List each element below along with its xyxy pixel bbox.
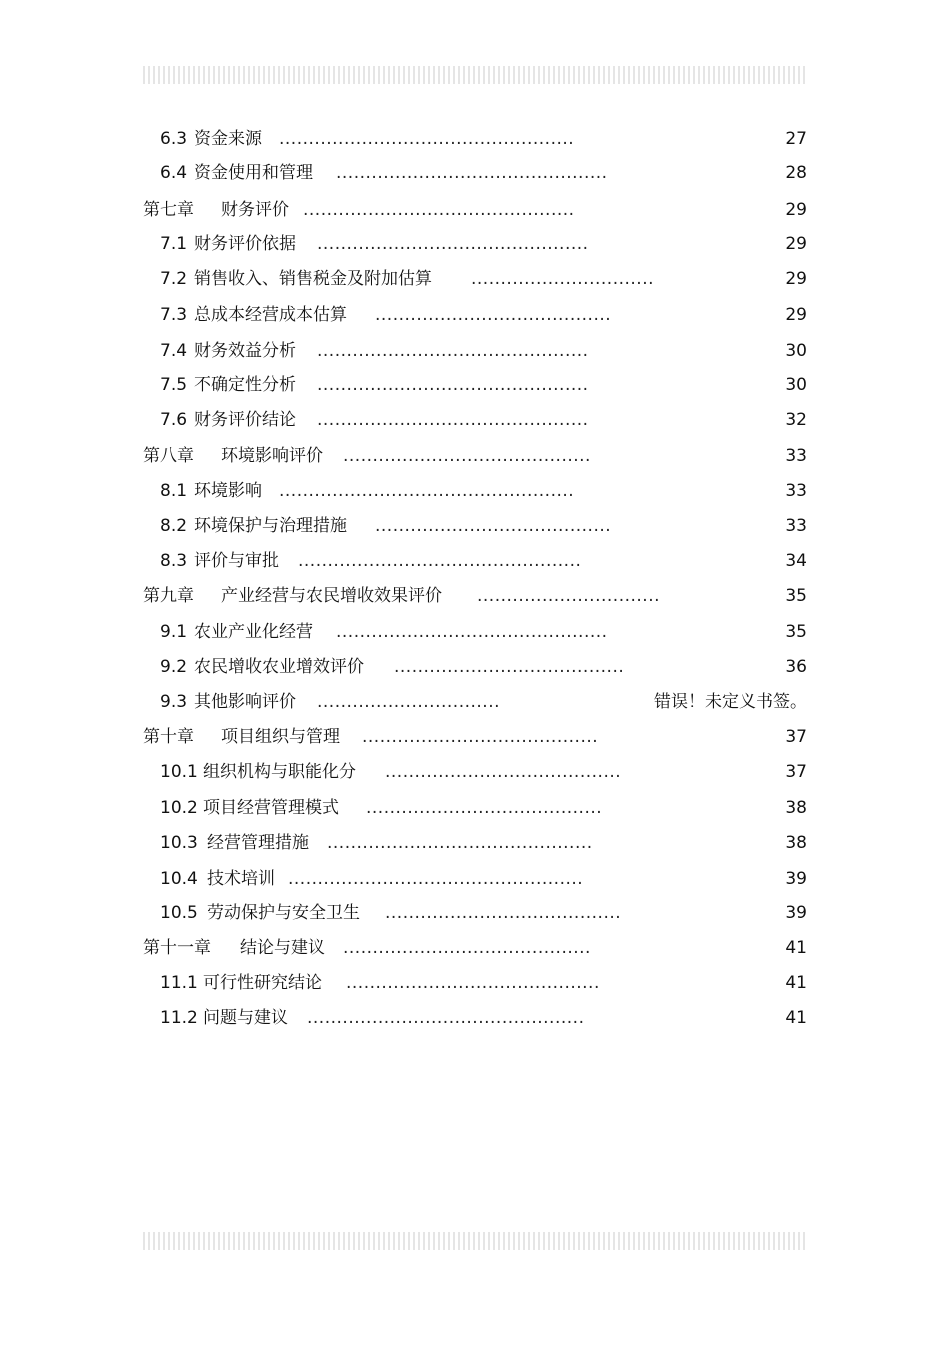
toc-title: 可行性研究结论 xyxy=(203,973,322,993)
header-noise xyxy=(143,66,808,84)
toc-row[interactable] xyxy=(0,690,950,714)
toc-page: 34 xyxy=(785,551,807,571)
toc-row[interactable] xyxy=(0,796,950,820)
toc-number: 第八章 xyxy=(143,446,194,466)
toc-row[interactable] xyxy=(0,479,950,503)
toc-page: 错误！未定义书签。 xyxy=(654,692,807,712)
toc-page: 33 xyxy=(785,481,807,501)
toc-number: 第七章 xyxy=(143,200,194,220)
toc-page: 41 xyxy=(785,1008,807,1028)
toc-page: 28 xyxy=(785,163,807,183)
toc-number: 7.5 xyxy=(160,375,188,395)
toc-leader: .............................................. xyxy=(336,163,608,183)
toc-leader: ........................................ xyxy=(375,516,612,536)
toc-row[interactable] xyxy=(0,971,950,995)
toc-number: 9.2 xyxy=(160,657,188,677)
toc-row[interactable] xyxy=(0,232,950,256)
toc-title: 环境影响 xyxy=(194,481,262,501)
toc-page: 33 xyxy=(785,516,807,536)
toc-row[interactable] xyxy=(0,267,950,291)
toc-number: 8.2 xyxy=(160,516,188,536)
toc-title: 农民增收农业增效评价 xyxy=(194,657,364,677)
toc-row[interactable] xyxy=(0,620,950,644)
toc-title: 环境保护与治理措施 xyxy=(194,516,347,536)
toc-leader: ........................................... xyxy=(346,973,600,993)
toc-number: 8.3 xyxy=(160,551,188,571)
toc-leader: ....................................... xyxy=(394,657,625,677)
toc-number: 6.3 xyxy=(160,129,188,149)
toc-page: 37 xyxy=(785,762,807,782)
toc-row[interactable] xyxy=(0,127,950,151)
footer-noise xyxy=(143,1232,808,1250)
toc-number: 10.3 xyxy=(160,833,198,853)
toc-number: 9.1 xyxy=(160,622,188,642)
toc-leader: .............................................. xyxy=(317,375,589,395)
toc-title: 财务评价结论 xyxy=(194,410,296,430)
toc-page: 39 xyxy=(785,903,807,923)
toc-title: 总成本经营成本估算 xyxy=(194,305,347,325)
toc-row[interactable] xyxy=(0,584,950,608)
toc-row[interactable] xyxy=(0,1006,950,1030)
toc-title: 其他影响评价 xyxy=(194,692,296,712)
toc-page: 29 xyxy=(785,269,807,289)
toc-page: 30 xyxy=(785,375,807,395)
toc-page: 33 xyxy=(785,446,807,466)
toc-title: 评价与审批 xyxy=(194,551,279,571)
toc-leader: ........................................ xyxy=(362,727,599,747)
toc-title: 财务评价 xyxy=(221,200,289,220)
toc-page: 35 xyxy=(785,622,807,642)
toc-number: 7.4 xyxy=(160,341,188,361)
toc-row[interactable] xyxy=(0,373,950,397)
toc-leader: ........................................ xyxy=(366,798,603,818)
toc-page: 30 xyxy=(785,341,807,361)
toc-number: 10.1 xyxy=(160,762,198,782)
toc-leader: ........................................ xyxy=(385,903,622,923)
toc-title: 不确定性分析 xyxy=(194,375,296,395)
toc-row[interactable] xyxy=(0,867,950,891)
toc-number: 8.1 xyxy=(160,481,188,501)
toc-leader: .................................................. xyxy=(288,869,584,889)
toc-row[interactable] xyxy=(0,936,950,960)
toc-row[interactable] xyxy=(0,408,950,432)
toc-leader: .............................................. xyxy=(303,200,575,220)
toc-page: 36 xyxy=(785,657,807,677)
toc-page: 41 xyxy=(785,938,807,958)
toc-leader: .......................................... xyxy=(343,446,591,466)
toc-number: 10.5 xyxy=(160,903,198,923)
toc-number: 11.2 xyxy=(160,1008,198,1028)
toc-leader: .............................................. xyxy=(336,622,608,642)
toc-leader: .................................................. xyxy=(279,481,575,501)
toc-leader: .............................................. xyxy=(317,410,589,430)
toc-leader: .................................................. xyxy=(279,129,575,149)
toc-title: 财务效益分析 xyxy=(194,341,296,361)
toc-leader: .............................................. xyxy=(317,341,589,361)
toc-row[interactable] xyxy=(0,831,950,855)
toc-title: 项目组织与管理 xyxy=(221,727,340,747)
toc-page: 38 xyxy=(785,833,807,853)
toc-title: 环境影响评价 xyxy=(221,446,323,466)
toc-row[interactable] xyxy=(0,198,950,222)
toc-title: 劳动保护与安全卫生 xyxy=(207,903,360,923)
toc-page: 37 xyxy=(785,727,807,747)
toc-row[interactable] xyxy=(0,444,950,468)
toc-number: 第十章 xyxy=(143,727,194,747)
toc-title: 组织机构与职能化分 xyxy=(203,762,356,782)
toc-title: 财务评价依据 xyxy=(194,234,296,254)
toc-number: 10.2 xyxy=(160,798,198,818)
toc-row[interactable] xyxy=(0,549,950,573)
toc-title: 资金使用和管理 xyxy=(194,163,313,183)
toc-row[interactable] xyxy=(0,901,950,925)
toc-leader: ............................... xyxy=(317,692,501,712)
toc-number: 7.1 xyxy=(160,234,188,254)
toc-row[interactable] xyxy=(0,514,950,538)
toc-leader: ................................................ xyxy=(298,551,582,571)
toc-page: 41 xyxy=(785,973,807,993)
toc-leader: ............................... xyxy=(477,586,661,606)
toc-page: 27 xyxy=(785,129,807,149)
toc-title: 销售收入、销售税金及附加估算 xyxy=(194,269,432,289)
toc-number: 10.4 xyxy=(160,869,198,889)
toc-page: 39 xyxy=(785,869,807,889)
toc-row[interactable] xyxy=(0,161,950,185)
toc-leader: .......................................... xyxy=(343,938,591,958)
toc-page: 29 xyxy=(785,234,807,254)
toc-title: 结论与建议 xyxy=(240,938,325,958)
toc-number: 第十一章 xyxy=(143,938,211,958)
toc-leader: ........................................ xyxy=(385,762,622,782)
toc-row[interactable] xyxy=(0,303,950,327)
toc-leader: ........................................ xyxy=(375,305,612,325)
toc-number: 7.6 xyxy=(160,410,188,430)
toc-row[interactable] xyxy=(0,339,950,363)
toc-page: 29 xyxy=(785,200,807,220)
toc-leader: .............................................. xyxy=(317,234,589,254)
toc-number: 7.2 xyxy=(160,269,188,289)
toc-number: 11.1 xyxy=(160,973,198,993)
toc-row[interactable] xyxy=(0,725,950,749)
toc-title: 产业经营与农民增收效果评价 xyxy=(221,586,442,606)
toc-leader: ............................................... xyxy=(307,1008,585,1028)
toc-title: 农业产业化经营 xyxy=(194,622,313,642)
toc-page: 29 xyxy=(785,305,807,325)
toc-number: 7.3 xyxy=(160,305,188,325)
toc-leader: ............................................. xyxy=(327,833,593,853)
toc-title: 问题与建议 xyxy=(203,1008,288,1028)
toc-title: 经营管理措施 xyxy=(207,833,309,853)
toc-row[interactable] xyxy=(0,655,950,679)
toc-page: 35 xyxy=(785,586,807,606)
toc-title: 资金来源 xyxy=(194,129,262,149)
toc-page: 38 xyxy=(785,798,807,818)
toc-row[interactable] xyxy=(0,760,950,784)
toc-leader: ............................... xyxy=(471,269,655,289)
toc-page: 32 xyxy=(785,410,807,430)
toc-number: 第九章 xyxy=(143,586,194,606)
toc-number: 9.3 xyxy=(160,692,188,712)
toc-title: 技术培训 xyxy=(207,869,275,889)
toc-title: 项目经营管理模式 xyxy=(203,798,339,818)
toc-number: 6.4 xyxy=(160,163,188,183)
